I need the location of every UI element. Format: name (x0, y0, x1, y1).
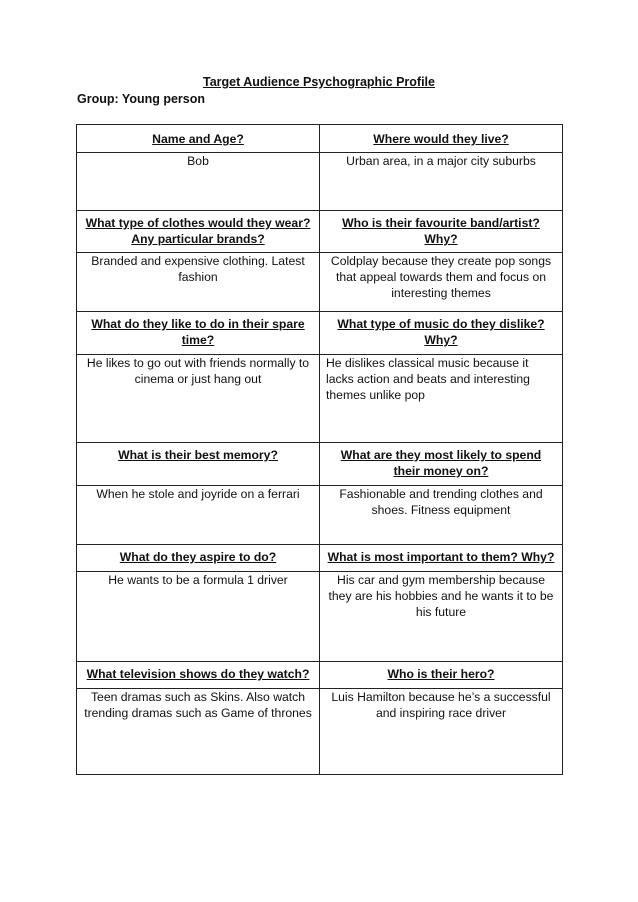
question-cell: What is most important to them? Why? (320, 545, 563, 572)
answer-cell: Teen dramas such as Skins. Also watch trending dramas such as Game of thrones (77, 689, 320, 775)
psychographic-profile-table (76, 124, 563, 775)
answer-row (77, 486, 563, 545)
answer-cell: He wants to be a formula 1 driver (77, 572, 320, 662)
group-label: Group: Young person (77, 92, 206, 106)
question-row (77, 662, 563, 689)
answer-cell: Coldplay because they create pop songs that appeal towards them and focus on interesting themes (320, 253, 563, 312)
answer-cell: When he stole and joyride on a ferrari (77, 486, 320, 545)
question-cell: What type of music do they dislike? Why? (320, 312, 563, 355)
answer-row (77, 689, 563, 775)
answer-row (77, 572, 563, 662)
question-row (77, 211, 563, 253)
answer-row (77, 153, 563, 211)
question-row (77, 545, 563, 572)
answer-cell: He likes to go out with friends normally to cinema or just hang out (77, 355, 320, 443)
question-cell: Who is their favourite band/artist? Why? (320, 211, 563, 253)
answer-cell: Branded and expensive clothing. Latest fashion (77, 253, 320, 312)
answer-cell: His car and gym membership because they are his hobbies and he wants it to be his future (320, 572, 563, 662)
question-cell: What is their best memory? (77, 443, 320, 486)
question-cell: Where would they live? (320, 125, 563, 153)
question-row (77, 312, 563, 355)
answer-cell: Luis Hamilton because he’s a successful and inspiring race driver (320, 689, 563, 775)
answer-cell: He dislikes classical music because it lacks action and beats and interesting themes unlike pop (320, 355, 563, 443)
question-row (77, 443, 563, 486)
answer-cell: Fashionable and trending clothes and shoes. Fitness equipment (320, 486, 563, 545)
answer-cell: Urban area, in a major city suburbs (320, 153, 563, 211)
question-cell: What are they most likely to spend their money on? (320, 443, 563, 486)
question-cell: What do they like to do in their spare time? (77, 312, 320, 355)
question-cell: Name and Age? (77, 125, 320, 153)
question-cell: What do they aspire to do? (77, 545, 320, 572)
question-row (77, 125, 563, 153)
question-cell: Who is their hero? (320, 662, 563, 689)
document-title: Target Audience Psychographic Profile (202, 75, 435, 89)
answer-row (77, 253, 563, 312)
answer-cell: Bob (77, 153, 320, 211)
question-cell: What television shows do they watch? (77, 662, 320, 689)
answer-row (77, 355, 563, 443)
question-cell: What type of clothes would they wear? Any particular brands? (77, 211, 320, 253)
